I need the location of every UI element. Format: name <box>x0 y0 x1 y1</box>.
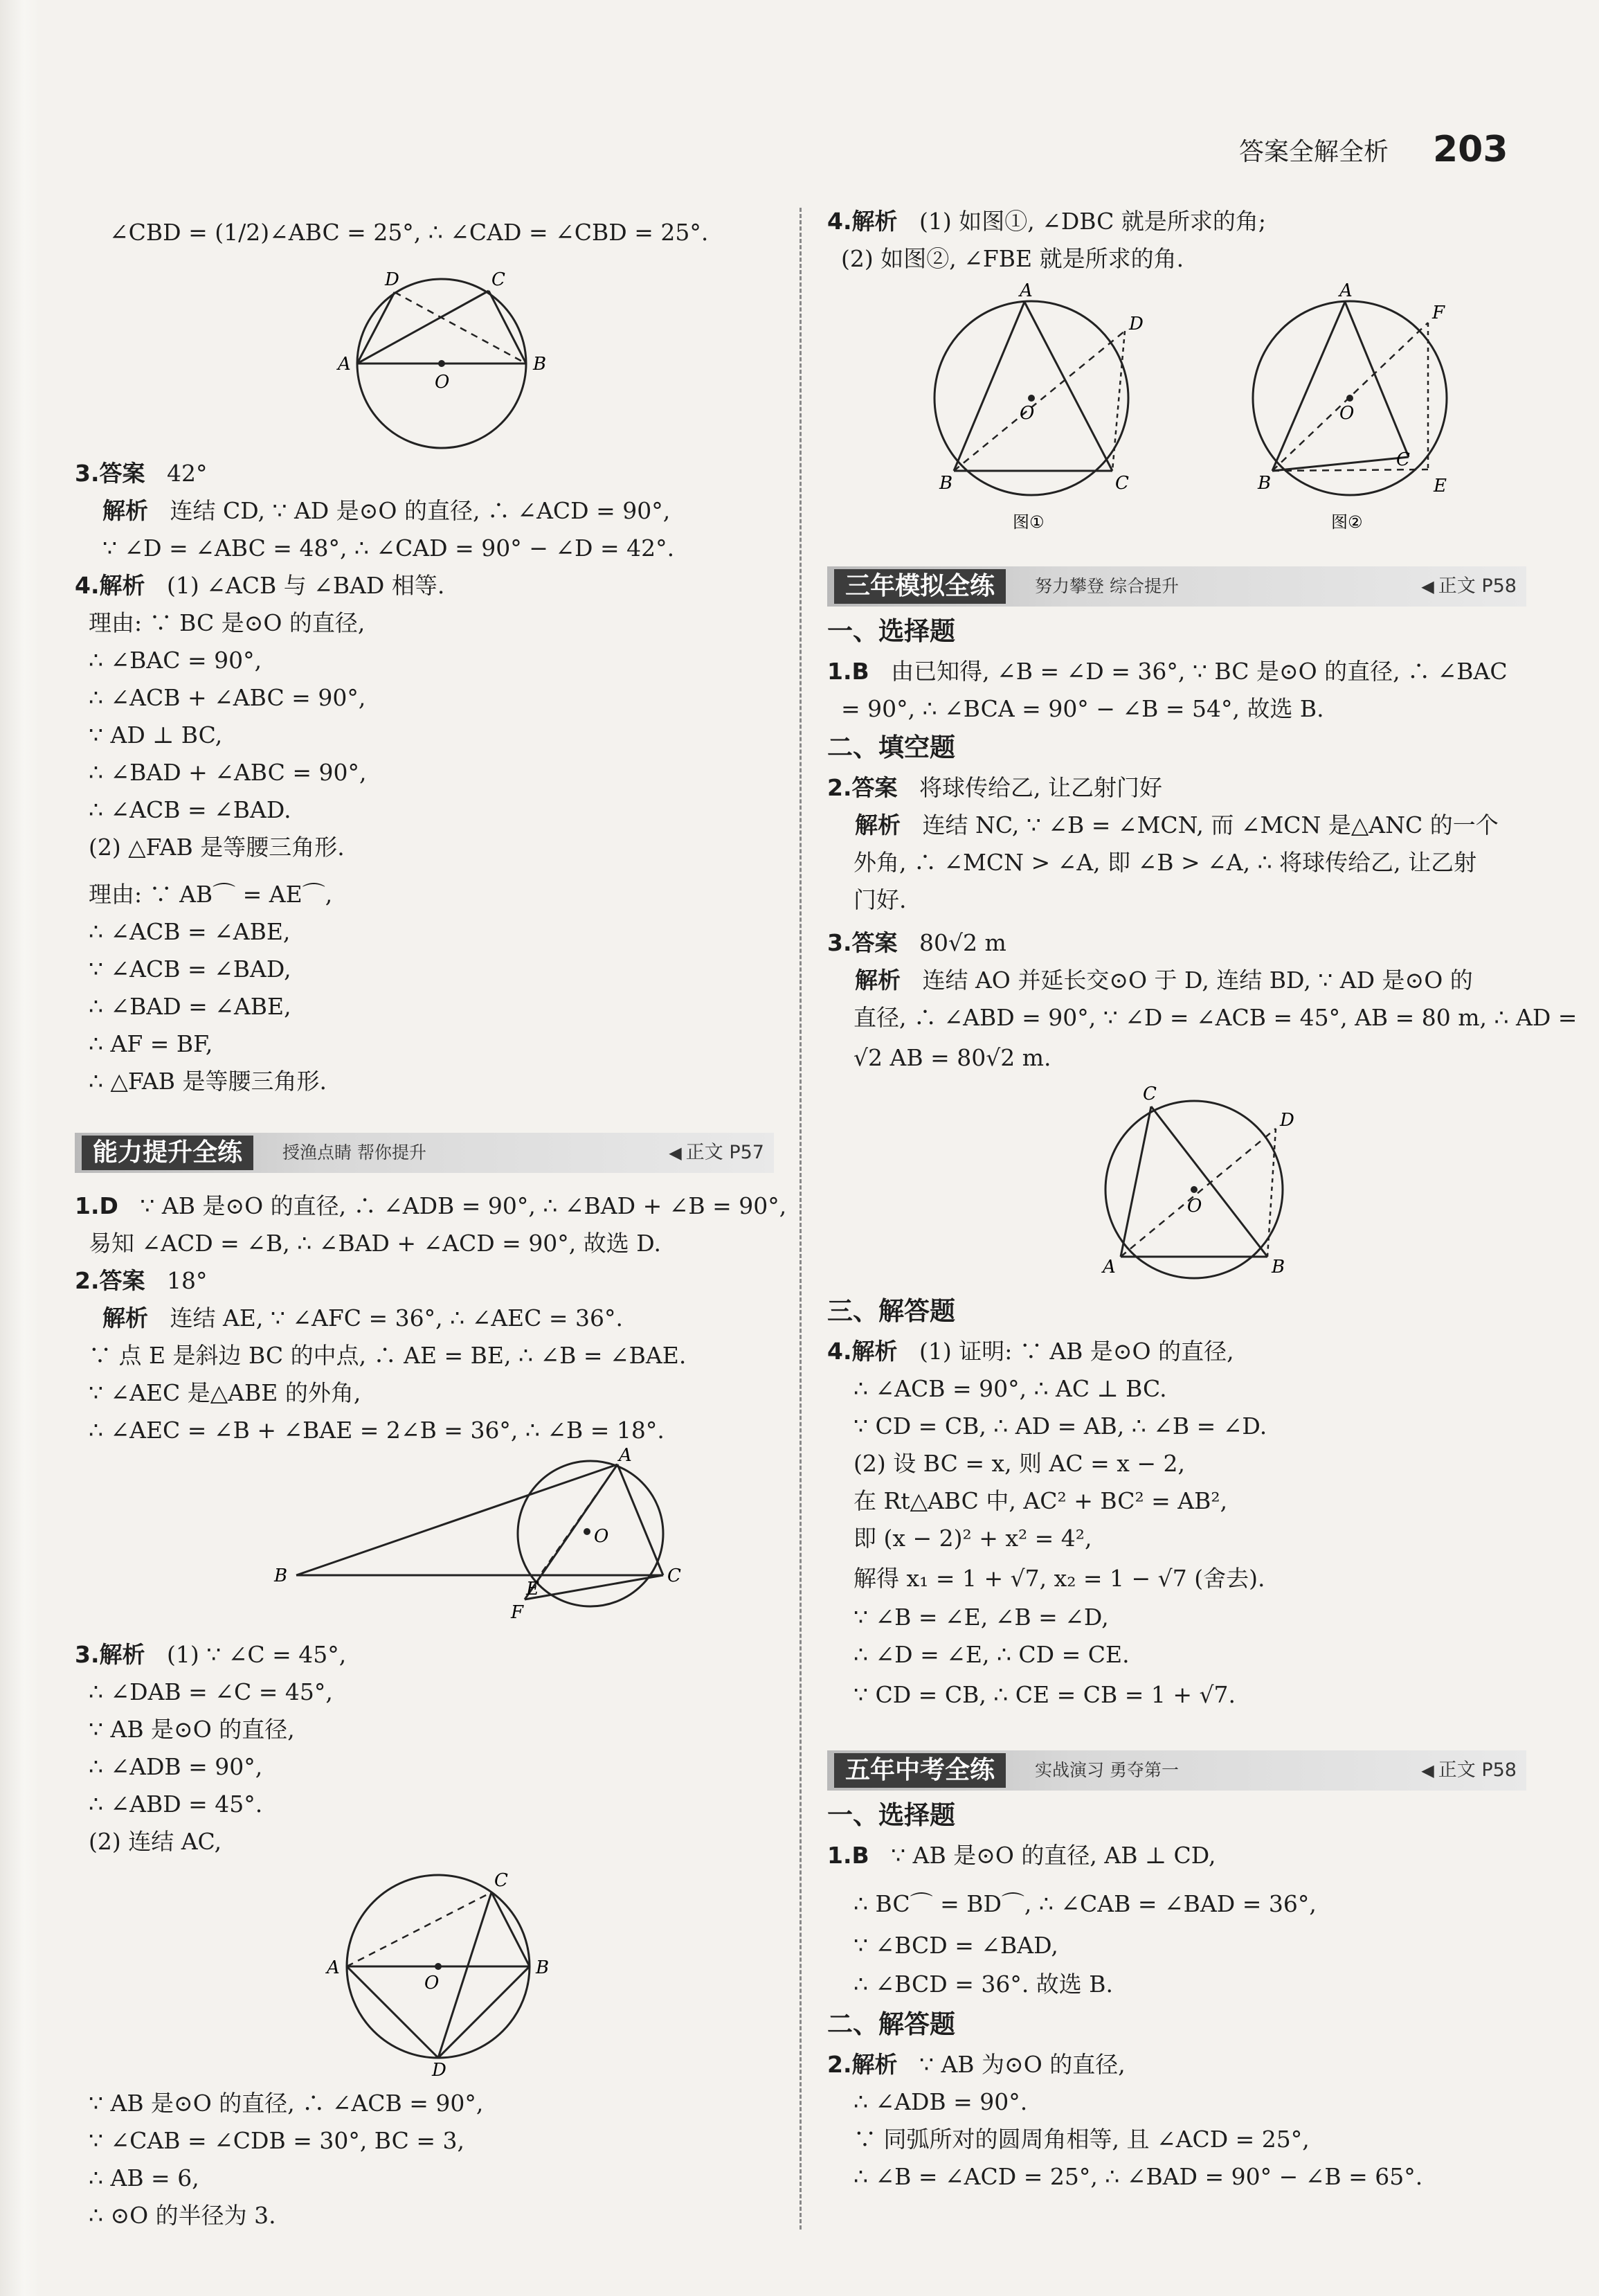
label-a: A <box>1339 280 1353 301</box>
m2-line: 连结 NC, ∵ ∠B = ∠MCN, 而 ∠MCN 是△ANC 的一个 <box>922 811 1499 838</box>
banner-title: 三年模拟全练 <box>834 569 1006 604</box>
q4-line: ∴ ∠BAD + ∠ABC = 90°, <box>89 759 367 786</box>
m4-line: ∴ ∠D = ∠E, ∴ CD = CE. <box>853 1641 1130 1668</box>
q4-line: ∴ ∠BAD = ∠ABE, <box>89 993 291 1020</box>
chord-db <box>395 292 526 364</box>
p2-analysis-label: 解析 <box>102 1304 148 1331</box>
p2-line: ∴ ∠AEC = ∠B + ∠BAE = 2∠B = 36°, ∴ ∠B = 18°. <box>89 1417 665 1444</box>
label-d: D <box>1280 1110 1294 1131</box>
chord-cd <box>438 1892 491 2058</box>
m4-line: 即 (x − 2)² + x² = 4², <box>853 1525 1092 1552</box>
m1-first: 由已知得, ∠B = ∠D = 36°, ∵ BC 是⊙O 的直径, ∴ ∠BAC <box>891 658 1508 685</box>
m4-line: 在 Rt△ABC 中, AC² + BC² = AB², <box>853 1487 1228 1514</box>
p3-line: ∴ ∠ABD = 45°. <box>89 1791 263 1818</box>
p3-line: (2) 连结 AC, <box>89 1828 222 1855</box>
label-c: C <box>494 1870 508 1891</box>
q4-line: ∴ ∠ACB + ∠ABC = 90°, <box>89 684 366 711</box>
banner-subtitle: 实战演习 勇夺第一 <box>1035 1760 1179 1780</box>
r4-first: (1) 如图①, ∠DBC 就是所求的角; <box>919 208 1267 235</box>
p2-line: 连结 AE, ∵ ∠AFC = 36°, ∴ ∠AEC = 36°. <box>170 1304 624 1331</box>
label-b: B <box>533 354 547 375</box>
label-a: A <box>1020 280 1033 301</box>
q3-answer: 42° <box>166 460 208 487</box>
q4-analysis-label: 解析 <box>99 572 145 599</box>
banner-subtitle: 努力攀登 综合提升 <box>1035 576 1179 596</box>
banner-ref[interactable] <box>669 1133 764 1173</box>
p3-line: ∴ ∠DAB = ∠C = 45°, <box>89 1678 333 1705</box>
m2-answer-line <box>827 774 1162 802</box>
banner-title: 能力提升全练 <box>82 1136 253 1170</box>
label-o: O <box>1339 403 1355 424</box>
p1-first-line <box>75 1192 786 1220</box>
q4-line: ∴ △FAB 是等腰三角形. <box>89 1068 327 1095</box>
q4-first: (1) ∠ACB 与 ∠BAD 相等. <box>166 572 445 599</box>
p2-line: ∵ 点 E 是斜边 BC 的中点, ∴ AE = BE, ∴ ∠B = ∠BAE. <box>89 1342 687 1369</box>
label-f: F <box>1432 303 1445 323</box>
m4-line: (2) 设 BC = x, 则 AC = x − 2, <box>853 1450 1185 1477</box>
z1-first-line <box>827 1842 1216 1869</box>
top-line: ∠CBD = (1/2)∠ABC = 25°, ∴ ∠CAD = ∠CBD = 25°. <box>109 219 709 246</box>
m1-first-line <box>827 658 1508 685</box>
p1-line-2: 易知 ∠ACD = ∠B, ∴ ∠BAD + ∠ACD = 90°, 故选 D. <box>89 1230 662 1257</box>
line-ac <box>1345 302 1409 457</box>
line-bd <box>954 331 1125 471</box>
m3-number: 3. <box>827 929 852 956</box>
banner-five-year <box>827 1750 1526 1791</box>
center-dot <box>584 1528 590 1535</box>
section-solve-2: 二、解答题 <box>827 2009 955 2039</box>
m3-line: √2 AB = 80√2 m. <box>853 1044 1051 1071</box>
section-solve: 三、解答题 <box>827 1296 955 1326</box>
m4-line: 解得 x₁ = 1 + √7, x₂ = 1 − √7 (舍去). <box>853 1565 1265 1592</box>
p3-after: ∵ ∠CAB = ∠CDB = 30°, BC = 3, <box>89 2127 465 2154</box>
center-dot <box>1346 395 1353 402</box>
section-choice-2: 一、选择题 <box>827 1800 955 1830</box>
section-fill: 二、填空题 <box>827 733 955 762</box>
center-dot <box>1191 1186 1198 1193</box>
m3-line: 连结 AO 并延长交⊙O 于 D, 连结 BD, ∵ AD 是⊙O 的 <box>922 967 1473 994</box>
q3-line-1: 连结 CD, ∵ AD 是⊙O 的直径, ∴ ∠ACD = 90°, <box>170 497 671 524</box>
label-a: A <box>338 354 351 375</box>
m4-line: ∵ ∠B = ∠E, ∠B = ∠D, <box>853 1604 1109 1631</box>
p3-analysis-label: 解析 <box>99 1641 145 1668</box>
z2-line: ∴ ∠ADB = 90°. <box>853 2088 1028 2115</box>
m2-line: 外角, ∴ ∠MCN > ∠A, 即 ∠B > ∠A, ∴ 将球传给乙, 让乙射 <box>853 849 1477 876</box>
banner-ref-text: 正文 P57 <box>685 1142 764 1163</box>
label-a: A <box>1103 1257 1116 1277</box>
chord-ac <box>347 1892 491 1966</box>
z2-line: ∵ 同弧所对的圆周角相等, 且 ∠ACD = 25°, <box>853 2126 1310 2153</box>
q3-answer-label: 答案 <box>99 460 145 487</box>
line-cb <box>1151 1106 1267 1257</box>
r4-number: 4. <box>827 208 852 235</box>
m3-analysis-label: 解析 <box>855 967 901 994</box>
p2-line: ∵ ∠AEC 是△ABE 的外角, <box>89 1379 361 1406</box>
r4-first-line <box>827 208 1266 235</box>
q4-first-line <box>75 572 444 600</box>
label-b: B <box>274 1566 288 1586</box>
z2-analysis-label: 解析 <box>851 2051 898 2078</box>
banner-ability <box>75 1133 774 1173</box>
z2-number: 2. <box>827 2051 852 2078</box>
m3-line: 直径, ∴ ∠ABD = 90°, ∵ ∠D = ∠ACB = 45°, AB = 80 m, ∴ AD = <box>853 1004 1578 1031</box>
header-title: 答案全解全析 <box>1239 138 1389 166</box>
label-o: O <box>435 372 450 393</box>
z2-first: ∵ AB 为⊙O 的直径, <box>919 2051 1126 2078</box>
line-dc <box>1112 331 1125 471</box>
z1-answer: B <box>851 1842 869 1869</box>
figure-circle-3 <box>324 1863 559 2081</box>
banner-ref-text: 正文 P58 <box>1438 575 1517 597</box>
q3-answer-line <box>75 460 207 487</box>
label-c: C <box>667 1566 681 1586</box>
m2-line: 门好. <box>853 886 907 913</box>
banner-subtitle: 授渔点睛 帮你提升 <box>282 1142 426 1163</box>
q4-line: 理由: ∵ AB⌒ = AE⌒, <box>89 881 333 908</box>
line-ca <box>1121 1106 1151 1257</box>
center-dot <box>1028 395 1035 402</box>
send-arrow-icon: ◀ <box>1421 577 1434 596</box>
p2-number: 2. <box>75 1267 100 1294</box>
label-d: D <box>385 269 399 290</box>
label-b: B <box>1272 1257 1285 1277</box>
m2-answer: 将球传给乙, 让乙射门好 <box>919 774 1162 801</box>
z1-line: ∴ BC⌒ = BD⌒, ∴ ∠CAB = ∠BAD = 36°, <box>853 1890 1317 1917</box>
figure-circle-6 <box>1090 1084 1312 1288</box>
line-ba <box>296 1464 617 1575</box>
q4-line: ∴ AF = BF, <box>89 1030 213 1057</box>
q4-line: (2) △FAB 是等腰三角形. <box>89 834 345 861</box>
banner-ref[interactable] <box>1421 1750 1517 1791</box>
p2-answer-label: 答案 <box>99 1267 145 1294</box>
m1-answer: B <box>851 658 869 685</box>
page-number: 203 <box>1433 129 1508 170</box>
z2-first-line <box>827 2051 1126 2079</box>
q4-line: 理由: ∵ BC 是⊙O 的直径, <box>89 609 365 636</box>
p3-line: ∴ ∠ADB = 90°, <box>89 1753 263 1780</box>
m4-line: ∴ ∠ACB = 90°, ∴ AC ⊥ BC. <box>853 1375 1167 1402</box>
label-c: C <box>1115 473 1129 494</box>
q4-line: ∵ AD ⊥ BC, <box>89 721 223 748</box>
m4-line: ∵ CD = CB, ∴ AD = AB, ∴ ∠B = ∠D. <box>853 1412 1267 1440</box>
figure-circle-1 <box>338 270 559 457</box>
label-a: A <box>619 1445 632 1466</box>
m3-analysis-line <box>855 967 1473 994</box>
caption: 图② <box>1331 512 1363 532</box>
label-b: B <box>1258 473 1272 494</box>
q4-line: ∴ ∠ACB = ∠ABE, <box>89 918 291 945</box>
label-d: D <box>432 2060 446 2081</box>
m4-first: (1) 证明: ∵ AB 是⊙O 的直径, <box>919 1338 1234 1365</box>
m1-second: = 90°, ∴ ∠BCA = 90° − ∠B = 54°, 故选 B. <box>841 695 1324 722</box>
z1-first: ∵ AB 是⊙O 的直径, AB ⊥ CD, <box>891 1842 1216 1869</box>
m2-number: 2. <box>827 774 852 801</box>
m2-analysis-line <box>855 811 1499 839</box>
r4-analysis-label: 解析 <box>851 208 898 235</box>
z1-line: ∵ ∠BCD = ∠BAD, <box>853 1932 1058 1959</box>
label-o: O <box>1020 403 1035 424</box>
label-b: B <box>939 473 953 494</box>
banner-three-year <box>827 566 1526 607</box>
m1-number: 1. <box>827 658 852 685</box>
label-b: B <box>536 1957 550 1978</box>
line-fc <box>525 1575 663 1599</box>
q3-number: 3. <box>75 460 100 487</box>
p3-after: ∴ ⊙O 的半径为 3. <box>89 2202 276 2229</box>
section-choice: 一、选择题 <box>827 616 955 646</box>
p3-after: ∵ AB 是⊙O 的直径, ∴ ∠ACB = 90°, <box>89 2090 484 2117</box>
label-o: O <box>1187 1196 1202 1217</box>
p2-answer: 18° <box>166 1267 208 1294</box>
figure-circle-2 <box>269 1445 712 1623</box>
p2-answer-line <box>75 1267 207 1295</box>
m4-first-line <box>827 1338 1234 1365</box>
label-e: E <box>1434 476 1447 496</box>
caption: 图① <box>1013 512 1045 532</box>
m4-line: ∵ CD = CB, ∴ CE = CB = 1 + √7. <box>853 1681 1236 1708</box>
q4-number: 4. <box>75 572 100 599</box>
banner-ref-text: 正文 P58 <box>1438 1759 1517 1781</box>
z1-number: 1. <box>827 1842 852 1869</box>
p3-after: ∴ AB = 6, <box>89 2164 199 2191</box>
p1-line-1: ∵ AB 是⊙O 的直径, ∴ ∠ADB = 90°, ∴ ∠BAD + ∠B = 90°, <box>140 1192 787 1219</box>
p3-first-line <box>75 1641 346 1669</box>
p2-analysis-line <box>102 1304 623 1332</box>
circle <box>518 1461 663 1606</box>
p3-first: (1) ∵ ∠C = 45°, <box>166 1641 347 1668</box>
torn-edge <box>0 0 40 2296</box>
m4-number: 4. <box>827 1338 852 1365</box>
q4-line: ∵ ∠ACB = ∠BAD, <box>89 956 291 983</box>
m3-answer-line <box>827 929 1006 957</box>
send-arrow-icon: ◀ <box>669 1143 682 1163</box>
line-bc <box>1272 457 1409 471</box>
center-dot <box>438 360 445 367</box>
label-o: O <box>424 1973 440 1993</box>
m3-answer-label: 答案 <box>851 929 898 956</box>
label-d: D <box>1129 314 1144 334</box>
column-divider <box>800 208 802 2230</box>
figure-circle-4 <box>924 280 1159 540</box>
label-c: C <box>1143 1084 1157 1104</box>
send-arrow-icon: ◀ <box>1421 1761 1434 1780</box>
m4-analysis-label: 解析 <box>851 1338 898 1365</box>
banner-ref[interactable] <box>1421 566 1517 607</box>
center-dot <box>435 1963 442 1970</box>
m3-answer: 80√2 m <box>919 929 1006 956</box>
label-c: C <box>491 269 505 290</box>
label-a: A <box>327 1957 340 1978</box>
chord-cb <box>491 1892 530 1966</box>
p3-number: 3. <box>75 1641 100 1668</box>
q4-line: ∴ ∠BAC = 90°, <box>89 647 262 674</box>
banner-title: 五年中考全练 <box>834 1753 1006 1788</box>
m2-analysis-label: 解析 <box>855 811 901 838</box>
label-e: E <box>526 1579 539 1599</box>
m2-answer-label: 答案 <box>851 774 898 801</box>
z1-line: ∴ ∠BCD = 36°. 故选 B. <box>853 1971 1114 1998</box>
p1-answer: D <box>99 1192 118 1219</box>
r4-second: (2) 如图②, ∠FBE 就是所求的角. <box>841 245 1184 272</box>
figure-circle-5 <box>1243 280 1478 540</box>
label-o: O <box>594 1526 609 1547</box>
line-ac <box>1024 302 1112 471</box>
label-f: F <box>511 1602 524 1623</box>
p1-number: 1. <box>75 1192 100 1219</box>
z2-line: ∴ ∠B = ∠ACD = 25°, ∴ ∠BAD = 90° − ∠B = 65°. <box>853 2163 1423 2190</box>
q4-line: ∴ ∠ACB = ∠BAD. <box>89 796 291 823</box>
p3-line: ∵ AB 是⊙O 的直径, <box>89 1716 295 1743</box>
q3-analysis-line <box>102 497 670 525</box>
q3-line-2: ∵ ∠D = ∠ABC = 48°, ∴ ∠CAD = 90° − ∠D = 42°. <box>102 535 675 562</box>
q3-analysis-label: 解析 <box>102 497 148 524</box>
label-c: C <box>1396 449 1410 470</box>
